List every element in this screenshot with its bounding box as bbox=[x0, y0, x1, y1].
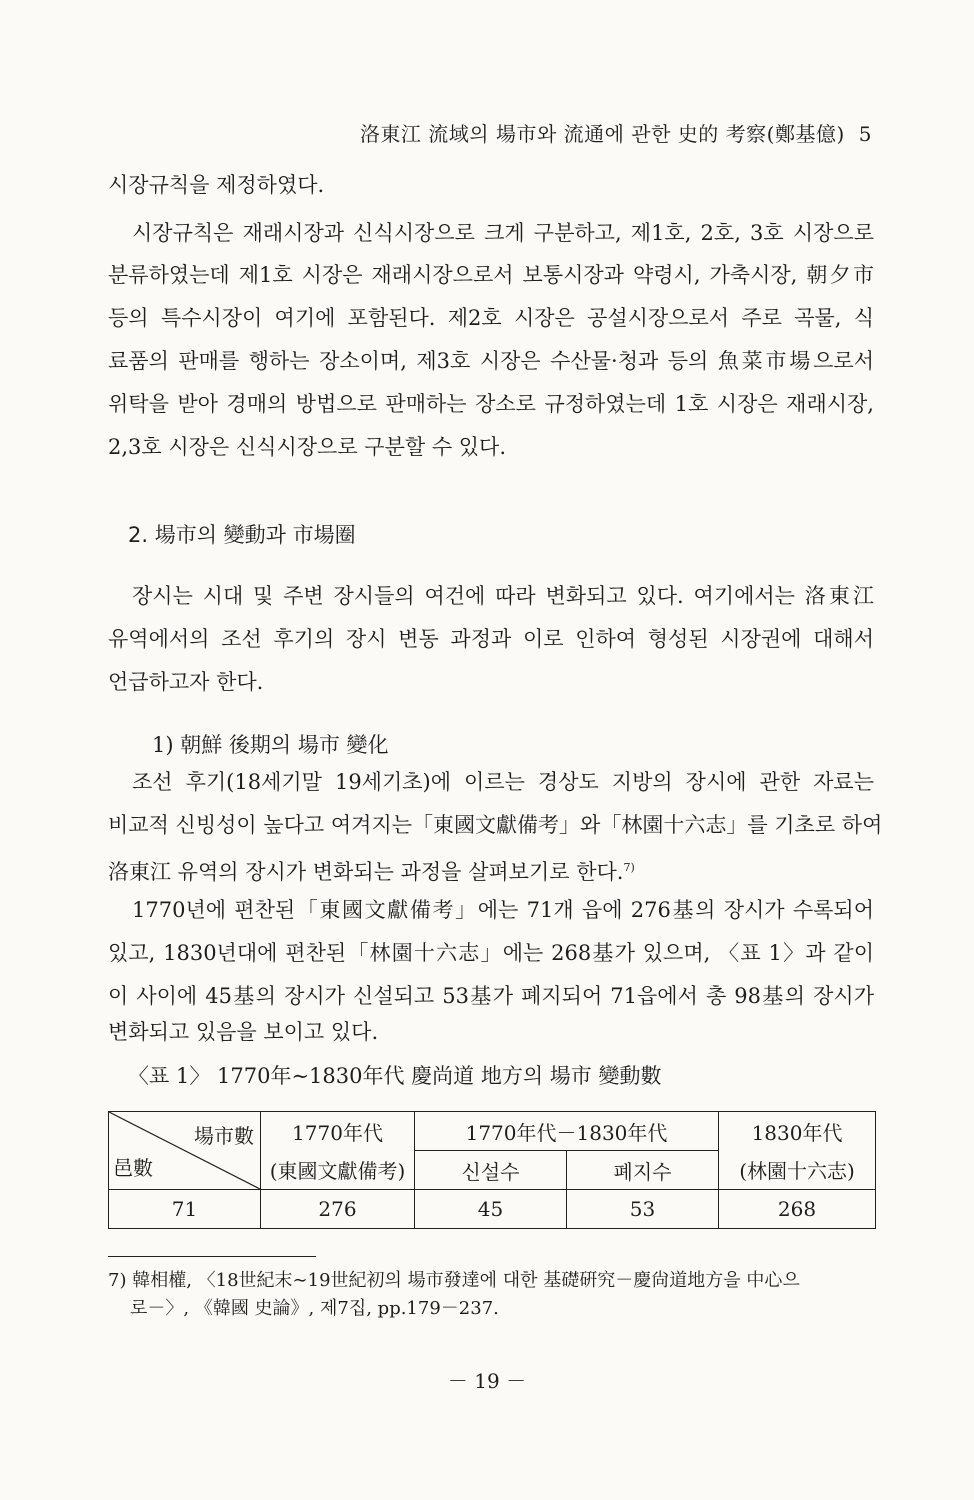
corner-label-town-count: 邑數 bbox=[113, 1156, 153, 1180]
running-header-title: 洛東江 流域의 場市와 流通에 관한 史的 考察(鄭基億) bbox=[359, 122, 845, 146]
footnote-reference: 7) bbox=[623, 861, 635, 874]
header-1830-source: (林園十六志) bbox=[719, 1151, 876, 1190]
body-line: 료품의 판매를 행하는 장소이며, 제3호 시장은 수산물·청과 등의 魚菜市場으로서 bbox=[108, 349, 874, 373]
header-new-count: 신설수 bbox=[415, 1151, 567, 1190]
cell-closed: 53 bbox=[567, 1190, 719, 1229]
header-1770: 1770年代 bbox=[261, 1112, 415, 1151]
diagonal-corner-cell bbox=[109, 1112, 261, 1190]
body-line: 위탁을 받아 경매의 방법으로 판매하는 장소로 규정하였는데 1호 시장은 재래시장, bbox=[108, 392, 874, 416]
body-line: 시장규칙을 제정하였다. bbox=[108, 173, 325, 197]
running-header bbox=[360, 118, 872, 147]
footnote-line: 로－〉, 《韓國 史論》, 제7집, pp.179－237. bbox=[130, 1298, 499, 1319]
body-line: 변화되고 있음을 보이고 있다. bbox=[108, 1020, 379, 1044]
table-caption: 〈표 1〉 1770年∼1830年代 慶尚道 地方의 場市 變動數 bbox=[128, 1064, 662, 1088]
subsection-heading: 1) 朝鮮 後期의 場市 變化 bbox=[152, 733, 389, 757]
header-1770-source: (東國文獻備考) bbox=[261, 1151, 415, 1190]
cell-new: 45 bbox=[415, 1190, 567, 1229]
header-1770-1830: 1770年代－1830年代 bbox=[415, 1112, 719, 1151]
body-line: 등의 특수시장이 여기에 포함된다. 제2호 시장은 공설시장으로서 주로 곡물, 식 bbox=[108, 306, 874, 330]
page-folio: － 19 － bbox=[447, 1369, 527, 1393]
body-line: 이 사이에 45基의 장시가 신설되고 53基가 폐지되어 71읍에서 총 98基의 장시가 bbox=[108, 984, 874, 1008]
corner-label-market-count: 場市數 bbox=[194, 1124, 254, 1148]
body-line bbox=[108, 853, 874, 887]
body-line: 분류하였는데 제1호 시장은 재래시장으로서 보통시장과 약령시, 가축시장, 朝夕市 bbox=[108, 263, 874, 287]
body-line: 시장규칙은 재래시장과 신식시장으로 크게 구분하고, 제1호, 2호, 3호 시장으로 bbox=[132, 221, 874, 245]
body-line: 1770년에 편찬된「東國文獻備考」에는 71개 읍에 276基의 장시가 수록되어 bbox=[132, 898, 874, 922]
body-line: 유역에서의 조선 후기의 장시 변동 과정과 이로 인하여 형성된 시장권에 대해서 bbox=[108, 627, 874, 651]
cell-1770: 276 bbox=[261, 1190, 415, 1229]
body-line-text: 洛東江 유역의 장시가 변화되는 과정을 살펴보기로 한다. bbox=[108, 860, 624, 884]
section-heading: 2. 場市의 變動과 市場圈 bbox=[128, 523, 356, 547]
body-line: 장시는 시대 및 주변 장시들의 여건에 따라 변화되고 있다. 여기에서는 洛東江 bbox=[132, 584, 874, 608]
header-1830: 1830年代 bbox=[719, 1112, 876, 1151]
body-line: 조선 후기(18세기말 19세기초)에 이르는 경상도 지방의 장시에 관한 자료는 bbox=[132, 770, 874, 794]
header-closed-count: 폐지수 bbox=[567, 1151, 719, 1190]
table-row bbox=[109, 1190, 876, 1229]
table-header-row bbox=[109, 1112, 876, 1151]
cell-towns: 71 bbox=[109, 1190, 261, 1229]
body-line: 비교적 신빙성이 높다고 여겨지는「東國文獻備考」와「林園十六志」를 기초로 하여 bbox=[108, 813, 883, 837]
body-line: 언급하고자 한다. bbox=[108, 670, 264, 694]
market-change-table bbox=[108, 1111, 876, 1229]
footnote-rule bbox=[108, 1256, 316, 1257]
body-line: 2,3호 시장은 신식시장으로 구분할 수 있다. bbox=[108, 435, 507, 459]
header-page-number: 5 bbox=[858, 122, 872, 146]
cell-1830: 268 bbox=[719, 1190, 876, 1229]
body-line: 있고, 1830년대에 편찬된「林園十六志」에는 268基가 있으며, 〈표 1〉과 같이 bbox=[108, 941, 874, 965]
footnote-line: 7) 韓相權, 〈18世紀末∼19世紀初의 場市發達에 대한 基礎硏究－慶尙道地方을 中心으 bbox=[108, 1270, 800, 1291]
